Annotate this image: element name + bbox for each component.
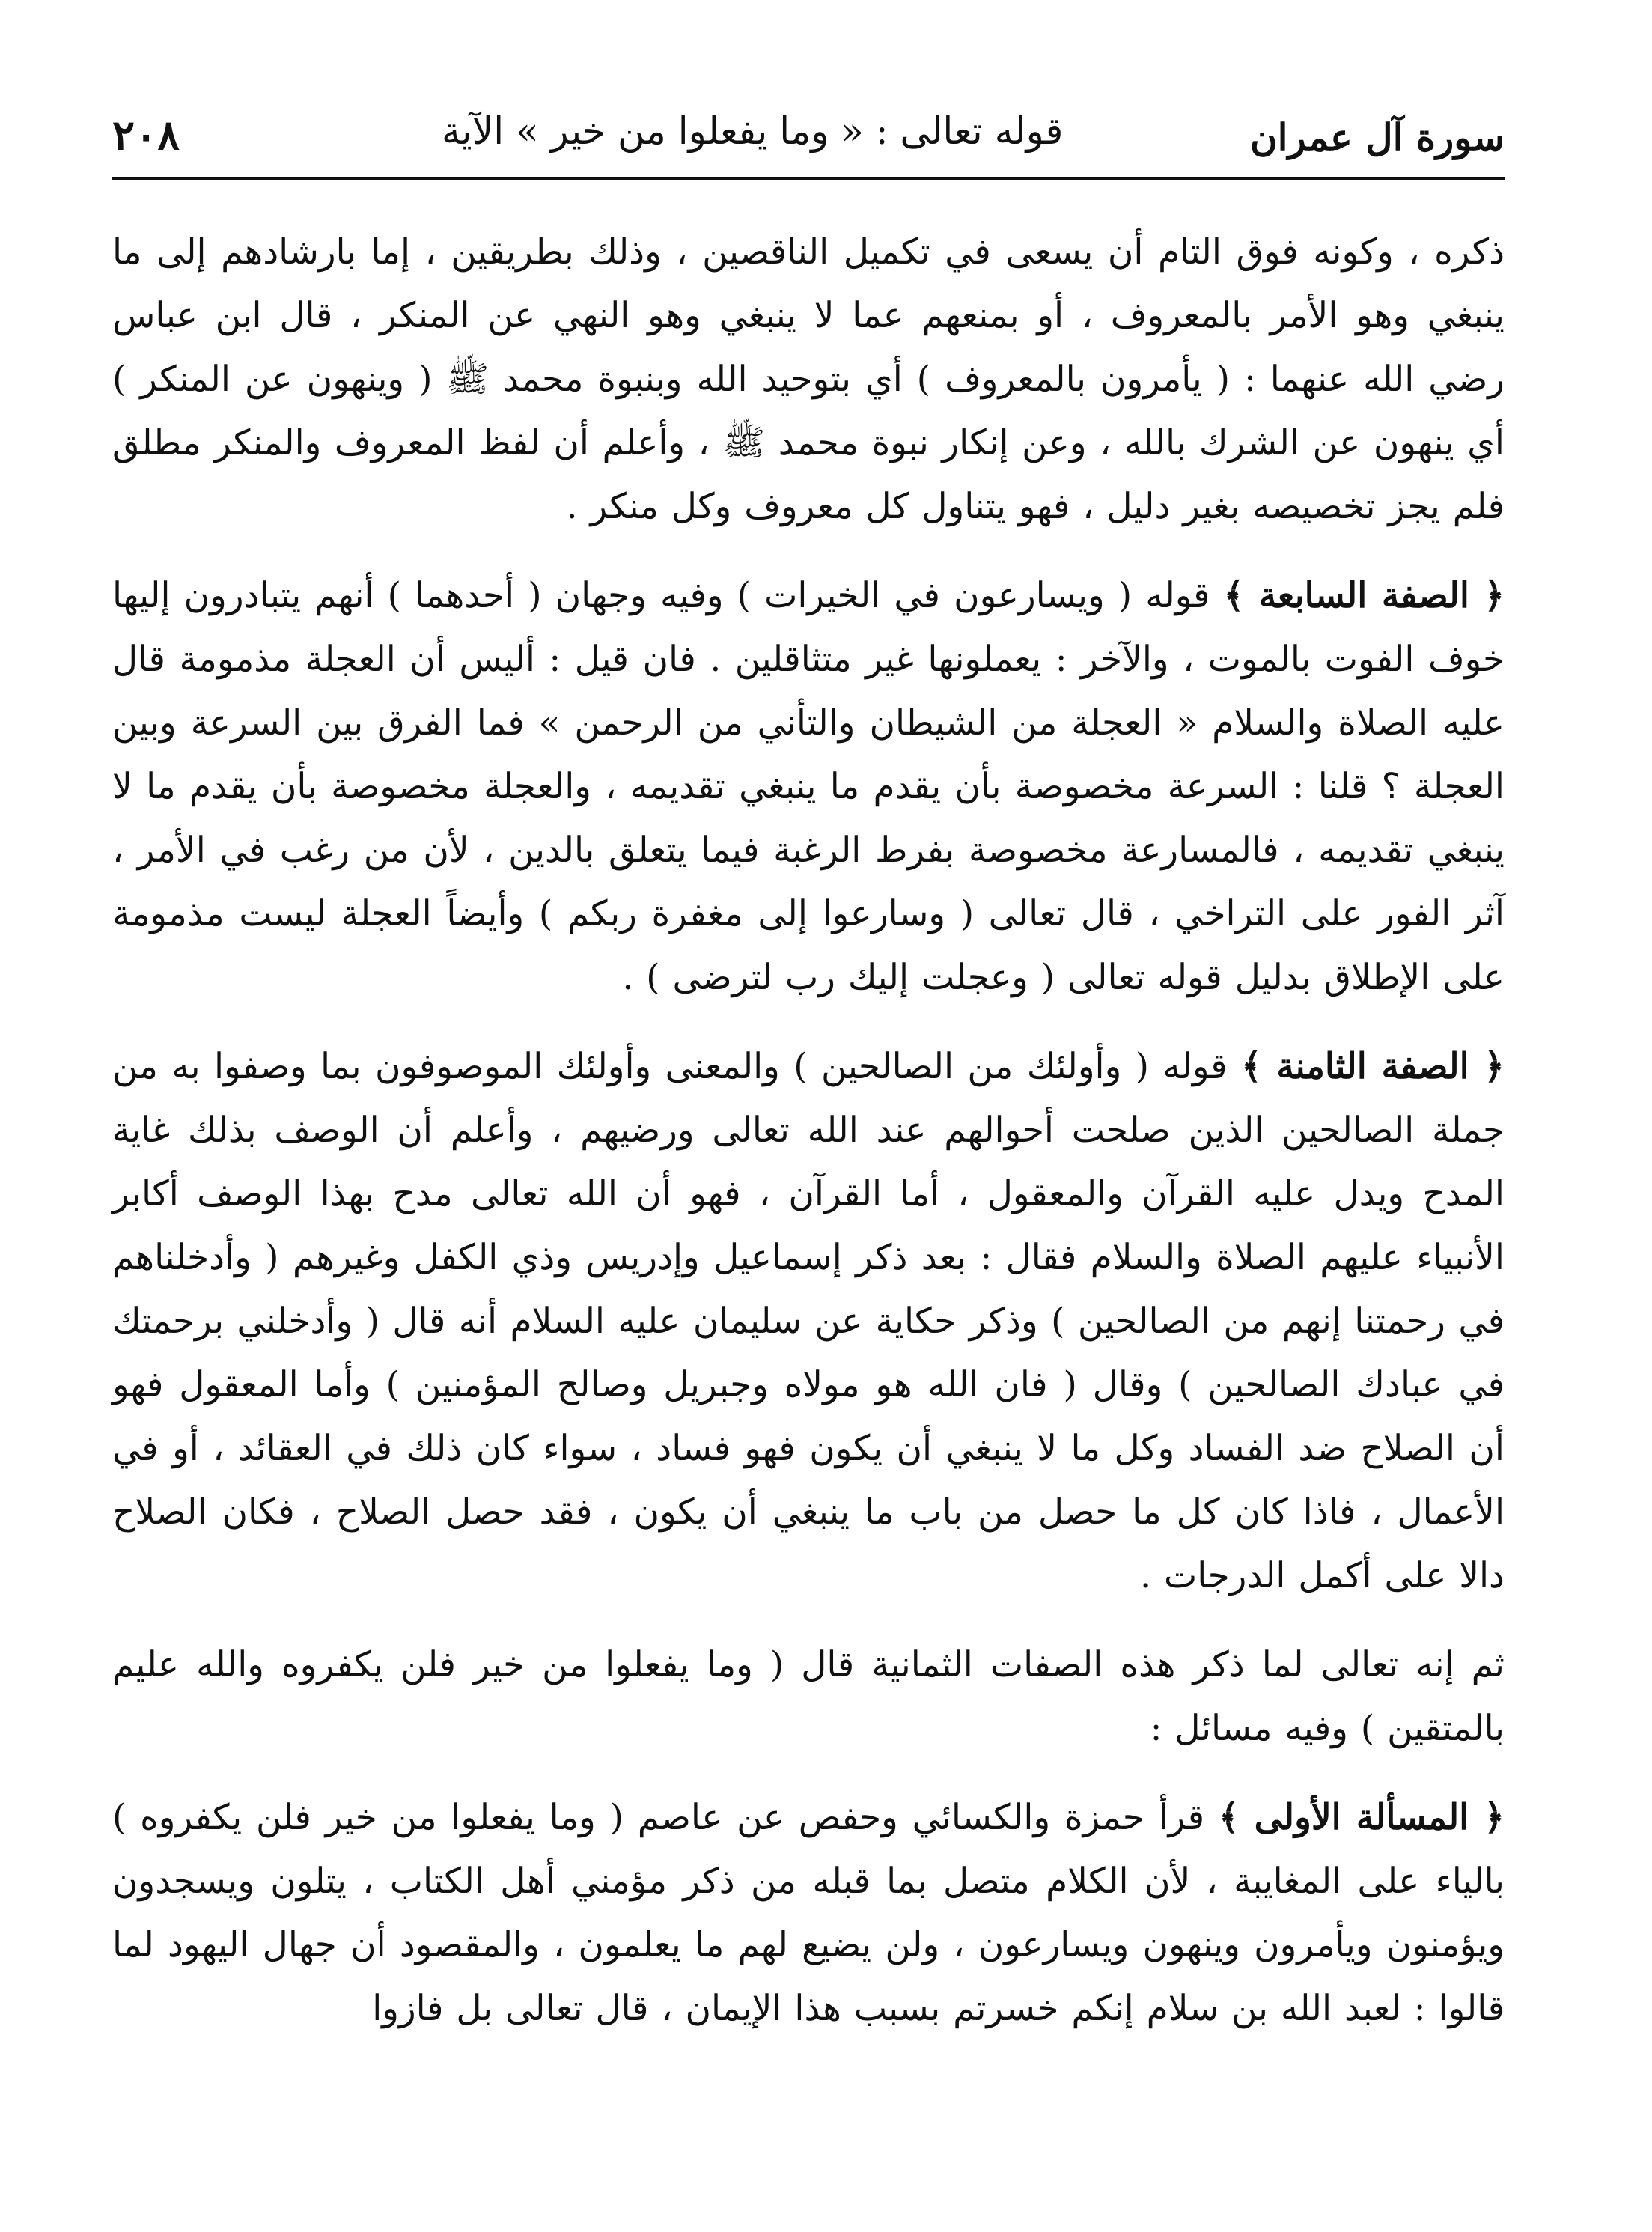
- paragraph-text: قوله ( وأولئك من الصالحين ) والمعنى وأولئك الموصوفون بما وصفوا به من جملة الصالحين الذين صلحت أحوالهم عند الله تعالى ورضيهم ، وأعلم أن الوصف بذلك غاية المدح ويدل عليه القرآن والمعقول ، أما القرآن ، فهو أن الله تعالى مدح بهذا الوصف أكابر الأنبياء عليهم الصلاة والسلام فقال : بعد ذكر إسماعيل وإدريس وذي الكفل وغيرهم ( وأدخلناهم في رحمتنا إنهم من الصالحين ) وذكر حكاية عن سليمان عليه السلام أنه قال ( وأدخلني برحمتك في عبادك الصالحين ) وقال ( فان الله هو مولاه وجبريل وصالح المؤمنين ) وأما المعقول فهو أن الصلاح ضد الفساد وكل ما لا ينبغي أن يكون فهو فساد ، سواء كان ذلك في العقائد ، أو في الأعمال ، فاذا كان كل ما حصل من باب ما ينبغي أن يكون ، فقد حصل الصلاح ، فكان الصلاح دالا على أكمل الدرجات .: [112, 1046, 1505, 1596]
- paragraph-intro: [112, 220, 1505, 538]
- book-page: [112, 105, 1505, 2171]
- page-number: ٢٠٨: [112, 111, 180, 160]
- paragraph-text: قوله ( ويسارعون في الخيرات ) وفيه وجهان ( أحدهما ) أنهم يتبادرون إليها خوف الفوت بالموت ، والآخر : يعملونها غير متثاقلين . فان قيل : أليس أن العجلة مذمومة قال عليه الصلاة والسلام « العجلة من الشيطان والتأني من الرحمن » فما الفرق بين السرعة وبين العجلة ؟ قلنا : السرعة مخصوصة بأن يقدم ما ينبغي تقديمه ، والعجلة مخصوصة بأن يقدم ما لا ينبغي تقديمه ، فالمسارعة مخصوصة بفرط الرغبة فيما يتعلق بالدين ، لأن من رغب في الأمر ، آثر الفور على التراخي ، قال تعالى ( وسارعوا إلى مغفرة ربكم ) وأيضاً العجلة ليست مذمومة على الإطلاق بدليل قوله تعالى ( وعجلت إليك رب لترضى ) .: [112, 575, 1505, 998]
- paragraph-first-issue: [112, 1786, 1505, 2040]
- paragraph-text: ثم إنه تعالى لما ذكر هذه الصفات الثمانية قال ( وما يفعلوا من خير فلن يكفروه والله عليم بالمتقين ) وفيه مسائل :: [112, 1644, 1505, 1749]
- body-text: [112, 220, 1505, 2040]
- section-heading: ﴿ الصفة الثامنة ﴾: [1241, 1046, 1505, 1087]
- running-title: قوله تعالى : « وما يفعلوا من خير » الآية: [442, 109, 1064, 153]
- paragraph-transition: [112, 1633, 1505, 1760]
- section-heading: ﴿ المسألة الأولى ﴾: [1218, 1797, 1505, 1838]
- section-heading: ﴿ الصفة السابعة ﴾: [1223, 575, 1505, 616]
- paragraph-text: ذكره ، وكونه فوق التام أن يسعى في تكميل الناقصين ، وذلك بطريقين ، إما بارشادهم إلى ما ينبغي وهو الأمر بالمعروف ، أو بمنعهم عما لا ينبغي وهو النهي عن المنكر ، قال ابن عباس رضي الله عنهما : ( يأمرون بالمعروف ) أي بتوحيد الله وبنبوة محمد ﷺ ( وينهون عن المنكر ) أي ينهون عن الشرك بالله ، وعن إنكار نبوة محمد ﷺ ، وأعلم أن لفظ المعروف والمنكر مطلق فلم يجز تخصيصه بغير دليل ، فهو يتناول كل معروف وكل منكر .: [112, 231, 1505, 527]
- paragraph-text: قرأ حمزة والكسائي وحفص عن عاصم ( وما يفعلوا من خير فلن يكفروه ) بالياء على المغايبة ، لأن الكلام متصل بما قبله من ذكر مؤمني أهل الكتاب ، يتلون ويسجدون ويؤمنون ويأمرون وينهون ويسارعون ، ولن يضيع لهم ما يعلمون ، والمقصود أن جهال اليهود لما قالوا : لعبد الله بن سلام إنكم خسرتم بسبب هذا الإيمان ، قال تعالى بل فازوا: [112, 1797, 1505, 2029]
- paragraph-seventh-attribute: [112, 564, 1505, 1009]
- paragraph-eighth-attribute: [112, 1035, 1505, 1608]
- page-header: [112, 105, 1505, 180]
- surah-name: سورة آل عمران: [1249, 115, 1505, 159]
